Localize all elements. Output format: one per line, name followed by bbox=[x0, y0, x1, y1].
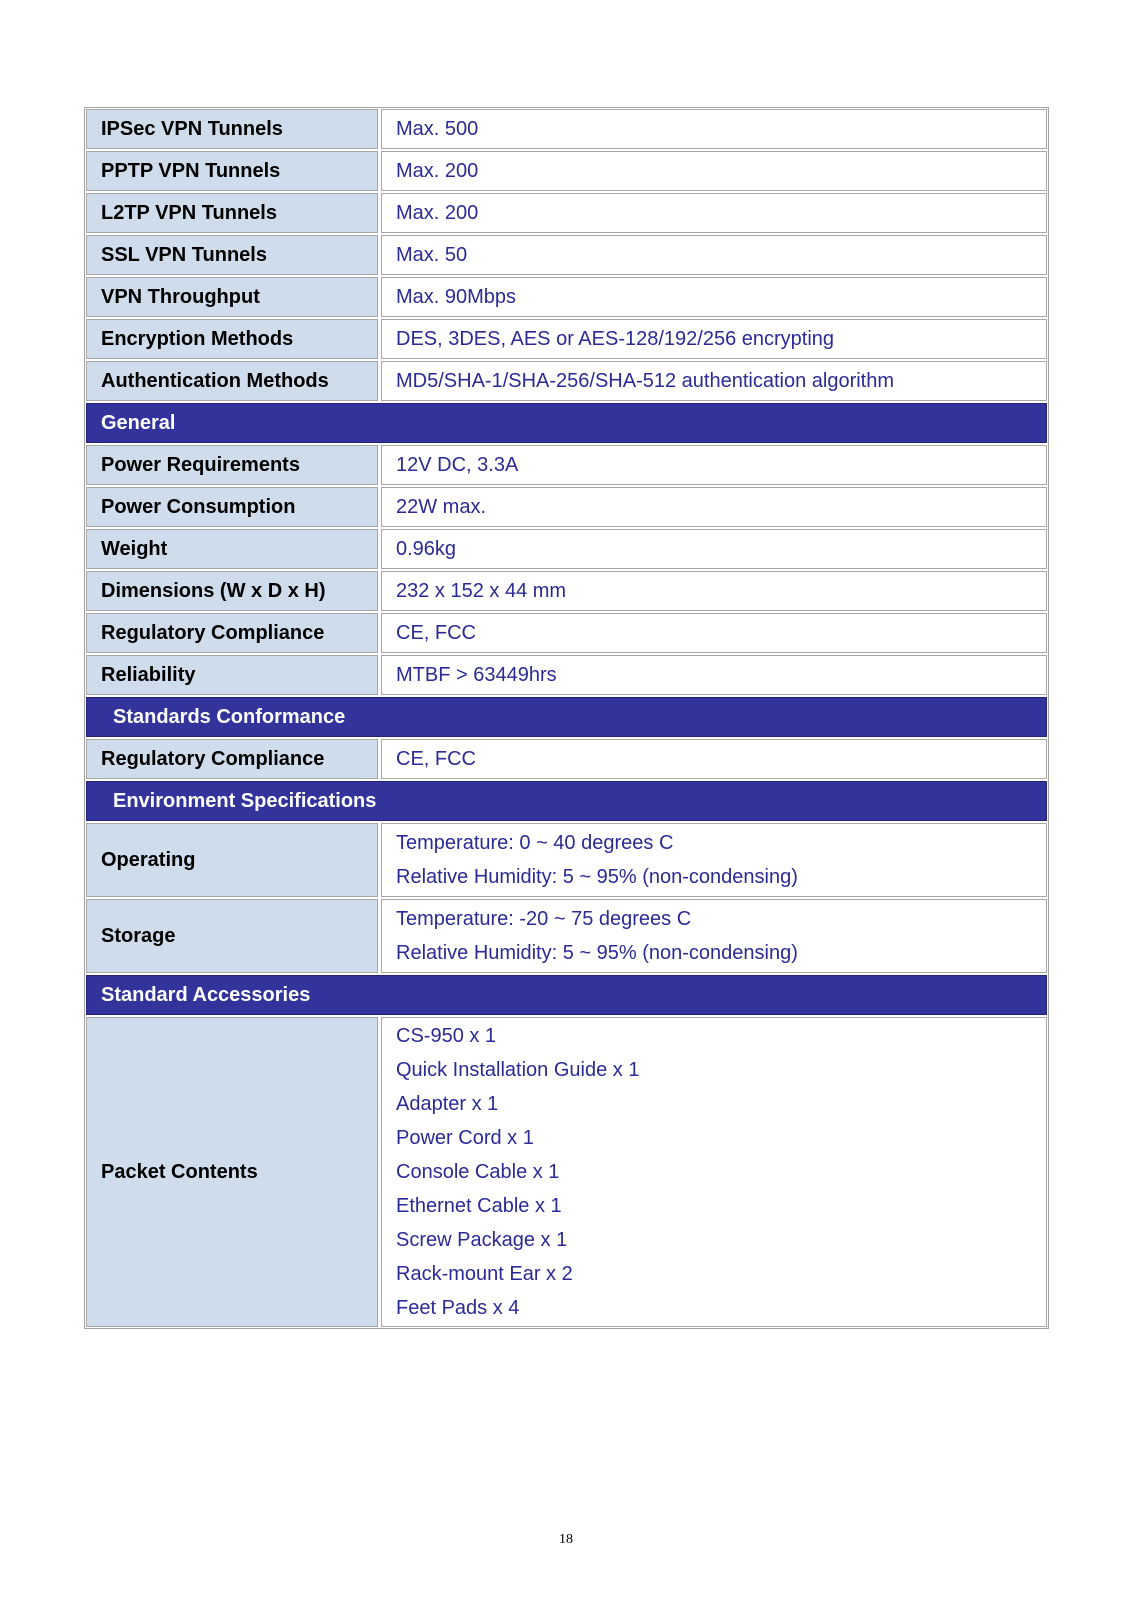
spec-row-dimensions bbox=[86, 571, 1047, 611]
spec-row-l2tp bbox=[86, 193, 1047, 233]
list-item: Quick Installation Guide x 1 bbox=[396, 1059, 640, 1081]
spec-label: Dimensions (W x D x H) bbox=[86, 571, 378, 611]
spec-row-vpn-throughput bbox=[86, 277, 1047, 317]
spec-row-packet-contents bbox=[86, 1017, 1047, 1327]
list-item: Feet Pads x 4 bbox=[396, 1297, 520, 1319]
spec-label: Reliability bbox=[86, 655, 378, 695]
spec-label: VPN Throughput bbox=[86, 277, 378, 317]
spec-value: Max. 90Mbps bbox=[381, 277, 1047, 317]
spec-value: DES, 3DES, AES or AES-128/192/256 encrypting bbox=[381, 319, 1047, 359]
section-header-environment: Environment Specifications bbox=[86, 781, 1047, 821]
section-header-general: General bbox=[86, 403, 1047, 443]
list-item: Screw Package x 1 bbox=[396, 1229, 568, 1251]
spec-row-weight bbox=[86, 529, 1047, 569]
spec-value: Temperature: 0 ~ 40 degrees C Relative Humidity: 5 ~ 95% (non-condensing) bbox=[381, 823, 1047, 897]
spec-value: 22W max. bbox=[381, 487, 1047, 527]
spec-row-authentication bbox=[86, 361, 1047, 401]
spec-row-encryption bbox=[86, 319, 1047, 359]
spec-label: IPSec VPN Tunnels bbox=[86, 109, 378, 149]
section-header-standards: Standards Conformance bbox=[86, 697, 1047, 737]
spec-label: SSL VPN Tunnels bbox=[86, 235, 378, 275]
spec-value: 0.96kg bbox=[381, 529, 1047, 569]
spec-value: MTBF > 63449hrs bbox=[381, 655, 1047, 695]
list-item: Rack-mount Ear x 2 bbox=[396, 1263, 573, 1285]
spec-label: Power Consumption bbox=[86, 487, 378, 527]
spec-row-reliability bbox=[86, 655, 1047, 695]
spec-table bbox=[84, 107, 1049, 1329]
spec-label: Power Requirements bbox=[86, 445, 378, 485]
spec-row-ipsec bbox=[86, 109, 1047, 149]
spec-label: Regulatory Compliance bbox=[86, 613, 378, 653]
spec-label: Authentication Methods bbox=[86, 361, 378, 401]
spec-row-pptp bbox=[86, 151, 1047, 191]
spec-label: Weight bbox=[86, 529, 378, 569]
list-item: CS-950 x 1 bbox=[396, 1025, 497, 1047]
spec-value: Max. 200 bbox=[381, 151, 1047, 191]
spec-label: Storage bbox=[86, 899, 378, 973]
spec-label: Packet Contents bbox=[86, 1017, 378, 1327]
spec-row-power-requirements bbox=[86, 445, 1047, 485]
spec-value: Max. 200 bbox=[381, 193, 1047, 233]
spec-row-operating bbox=[86, 823, 1047, 897]
spec-row-standards-regulatory bbox=[86, 739, 1047, 779]
spec-value: 232 x 152 x 44 mm bbox=[381, 571, 1047, 611]
spec-value: CE, FCC bbox=[381, 613, 1047, 653]
spec-row-regulatory-compliance bbox=[86, 613, 1047, 653]
spec-row-ssl bbox=[86, 235, 1047, 275]
spec-row-storage bbox=[86, 899, 1047, 973]
spec-label: PPTP VPN Tunnels bbox=[86, 151, 378, 191]
spec-label: Operating bbox=[86, 823, 378, 897]
spec-value: CE, FCC bbox=[381, 739, 1047, 779]
spec-label: L2TP VPN Tunnels bbox=[86, 193, 378, 233]
list-item: Console Cable x 1 bbox=[396, 1161, 560, 1183]
page-number: 18 bbox=[559, 1532, 573, 1547]
spec-row-power-consumption bbox=[86, 487, 1047, 527]
spec-label: Regulatory Compliance bbox=[86, 739, 378, 779]
packet-contents-list bbox=[381, 1017, 1047, 1327]
spec-label: Encryption Methods bbox=[86, 319, 378, 359]
spec-value: MD5/SHA-1/SHA-256/SHA-512 authentication algorithm bbox=[381, 361, 1047, 401]
spec-value: Max. 50 bbox=[381, 235, 1047, 275]
section-header-accessories: Standard Accessories bbox=[86, 975, 1047, 1015]
list-item: Ethernet Cable x 1 bbox=[396, 1195, 562, 1217]
list-item: Adapter x 1 bbox=[396, 1093, 499, 1115]
spec-value: 12V DC, 3.3A bbox=[381, 445, 1047, 485]
spec-value: Temperature: -20 ~ 75 degrees C Relative Humidity: 5 ~ 95% (non-condensing) bbox=[381, 899, 1047, 973]
list-item: Power Cord x 1 bbox=[396, 1127, 534, 1149]
spec-value: Max. 500 bbox=[381, 109, 1047, 149]
